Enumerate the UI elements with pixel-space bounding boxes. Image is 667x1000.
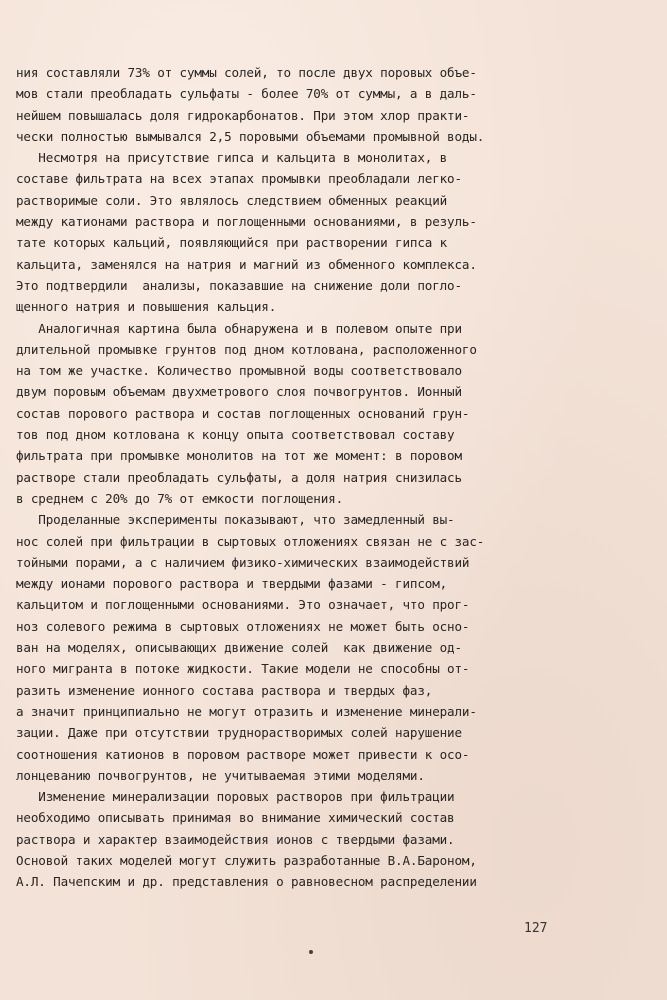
text-line: состав порового раствора и состав поглощенных оснований грун-: [16, 405, 470, 421]
text-line: фильтрата при промывке монолитов на тот же момент: в поровом: [16, 448, 462, 464]
body-text: [16, 62, 616, 893]
ink-dot: [309, 950, 313, 954]
text-line: соотношения катионов в поровом растворе может привести к осо-: [16, 746, 470, 762]
text-line: на том же участке. Количество промывной воды соответствовало: [16, 363, 462, 379]
paragraph: [16, 62, 616, 147]
text-line: двум поровым объемам двухметрового слоя почвогрунтов. Ионный: [16, 384, 462, 400]
paragraph: [16, 318, 616, 510]
text-line: тойными порами, а с наличием физико-химических взаимодействий: [16, 554, 470, 570]
text-line: мов стали преобладать сульфаты - более 70% от суммы, а в даль-: [16, 86, 477, 102]
text-line: нос солей при фильтрации в сыртовых отложениях связан не с зас-: [16, 533, 485, 549]
text-line: разить изменение ионного состава раствора и твердых фаз,: [16, 682, 433, 698]
paragraph: [16, 786, 616, 892]
text-line: нейшем повышалась доля гидрокарбонатов. При этом хлор практи-: [16, 107, 470, 123]
text-line: кальцита, заменялся на натрия и магний из обменного комплекса.: [16, 256, 477, 272]
text-line: Основой таких моделей могут служить разработанные В.А.Бароном,: [16, 852, 477, 868]
text-line: составе фильтрата на всех этапах промывки преобладали легко-: [16, 171, 462, 187]
text-line: тов под дном котлована к концу опыта соответствовал составу: [16, 427, 455, 443]
page-number: 127: [524, 921, 548, 936]
text-line: растворе стали преобладать сульфаты, а доля натрия снизилась: [16, 469, 462, 485]
text-line: Это подтвердили анализы, показавшие на снижение доли погло-: [16, 277, 462, 293]
text-line: необходимо описывать принимая во внимание химический состав: [16, 810, 455, 826]
text-line: в среднем с 20% до 7% от емкости поглощения.: [16, 490, 344, 506]
text-line: лонцеванию почвогрунтов, не учитываемая этими моделями.: [16, 767, 425, 783]
text-line: зации. Даже при отсутствии труднорастворимых солей нарушение: [16, 725, 462, 741]
text-line: А.Л. Пачепским и др. представления о равновесном распределении: [16, 874, 477, 890]
text-line: Аналогичная картина была обнаружена и в полевом опыте при: [16, 320, 462, 336]
text-line: кальцитом и поглощенными основаниями. Это означает, что прог-: [16, 597, 470, 613]
text-line: растворимые соли. Это являлось следствием обменных реакций: [16, 192, 448, 208]
text-line: чески полностью вымывался 2,5 поровыми объемами промывной воды.: [16, 128, 485, 144]
text-line: тате которых кальций, появляющийся при растворении гипса к: [16, 235, 448, 251]
text-line: ного мигранта в потоке жидкости. Такие модели не способны от-: [16, 661, 470, 677]
text-line: Проделанные эксперименты показывают, что замедленный вы-: [16, 512, 455, 528]
text-line: раствора и характер взаимодействия ионов с твердыми фазами.: [16, 831, 455, 847]
text-line: ноз солевого режима в сыртовых отложениях не может быть осно-: [16, 618, 470, 634]
text-line: ван на моделях, описывающих движение солей как движение од-: [16, 640, 462, 656]
paragraph: [16, 147, 616, 317]
text-line: Изменение минерализации поровых растворов при фильтрации: [16, 789, 455, 805]
paragraph: [16, 509, 616, 786]
text-line: а значит принципиально не могут отразить и изменение минерали-: [16, 703, 477, 719]
text-line: ния составляли 73% от суммы солей, то после двух поровых объе-: [16, 65, 477, 80]
text-line: Несмотря на присутствие гипса и кальцита в монолитах, в: [16, 150, 448, 166]
text-line: длительной промывке грунтов под дном котлована, расположенного: [16, 341, 477, 357]
text-line: щенного натрия и повышения кальция.: [16, 299, 277, 315]
text-line: между катионами раствора и поглощенными основаниями, в резуль-: [16, 214, 477, 230]
text-line: между ионами порового раствора и твердыми фазами - гипсом,: [16, 576, 448, 592]
